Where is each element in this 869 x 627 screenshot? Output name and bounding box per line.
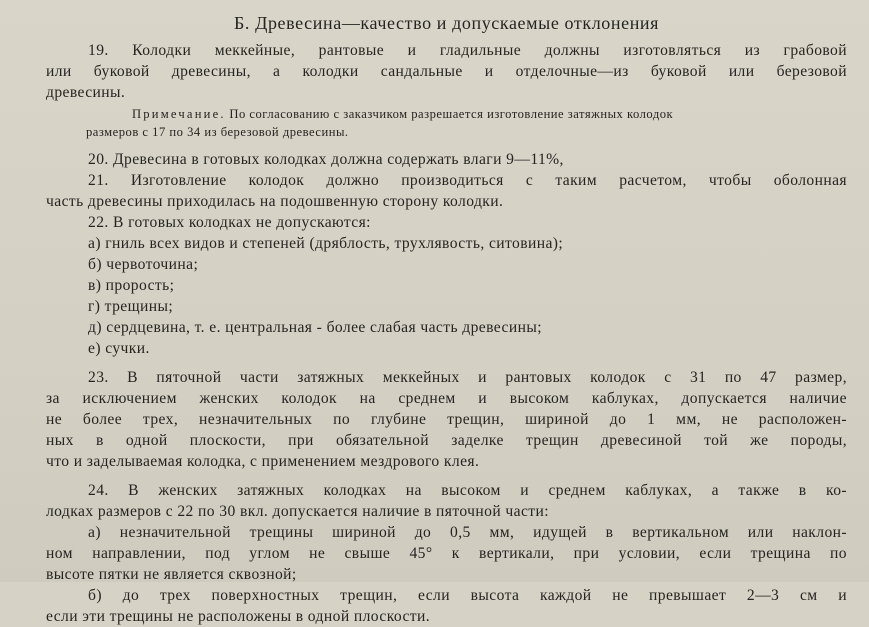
list-item: б) червоточина; (88, 256, 199, 273)
clause-22: 22. В готовых колодках не допускаются: (88, 214, 371, 231)
note-text: размеров с 17 по 34 из березовой древесины. (86, 125, 349, 139)
list-item: е) сучки. (88, 340, 150, 357)
clause-line: б) до трех поверхностных трещин, если высота каждой не превышает 2—3 см и (88, 587, 847, 604)
clause-line: высоте пятки не является сквозной; (46, 566, 297, 583)
clause-line: а) незначительной трещины шириной до 0,5 мм, идущей в вертикальном или наклон- (88, 524, 847, 541)
note-block (46, 105, 847, 141)
clause-line: часть древесины приходилась на подошвенную сторону колодки. (46, 193, 504, 210)
clause-line: 19. Колодки меккейные, рантовые и гладильные должны изготовляться из грабовой (88, 42, 847, 59)
clause-line: древесины. (46, 84, 126, 101)
clause-19 (46, 40, 847, 103)
clause-line: или буковой древесины, а колодки сандальные и отделочные—из буковой или березовой (46, 63, 847, 80)
clause-line: лодках размеров с 22 по 30 вкл. допускается наличие в пяточной части: (46, 503, 549, 520)
clause-23 (46, 367, 847, 472)
section-heading: Б. Древесина—качество и допускаемые отклонения (233, 13, 660, 33)
list-item: д) сердцевина, т. е. центральная - более слабая часть древесины; (88, 319, 542, 336)
clause-line: за исключением женских колодок на среднем и высоком каблуках, допускается наличие (46, 390, 847, 407)
clause-24b (46, 585, 847, 627)
clause-line: ном направлении, под углом не свыше 45° к вертикали, при условии, если трещина по (46, 545, 847, 562)
clause-21 (46, 170, 847, 212)
clause-line: ных в одной плоскости, при обязательной заделке трещин древесиной той же породы, (46, 432, 847, 449)
clause-line: 24. В женских затяжных колодках на высоком и среднем каблуках, а также в ко- (88, 482, 847, 499)
clause-line: что и заделываемая колодка, с применением мездрового клея. (46, 453, 480, 470)
list-item: а) гниль всех видов и степеней (дряблость, трухлявость, ситовина); (88, 235, 564, 252)
clause-line: 23. В пяточной части затяжных меккейных и рантовых колодок с 31 по 47 размер, (88, 369, 847, 386)
defects-list (46, 233, 847, 359)
clause-24 (46, 480, 847, 522)
clause-line: 21. Изготовление колодок должно производиться с таким расчетом, чтобы оболонная (88, 172, 847, 189)
note-label: Примечание. (132, 107, 226, 121)
clause-24a (46, 522, 847, 585)
clause-20: 20. Древесина в готовых колодках должна содержать влаги 9—11%, (88, 151, 564, 168)
clause-line: не более трех, незначительных по глубине трещин, шириной до 1 мм, не расположен- (46, 411, 847, 428)
list-item: в) прорость; (88, 277, 175, 294)
clause-line: если эти трещины не расположены в одной плоскости. (46, 608, 431, 625)
note-text: По согласованию с заказчиком разрешается изготовление затяжных колодок (229, 107, 674, 121)
list-item: г) трещины; (88, 298, 174, 315)
